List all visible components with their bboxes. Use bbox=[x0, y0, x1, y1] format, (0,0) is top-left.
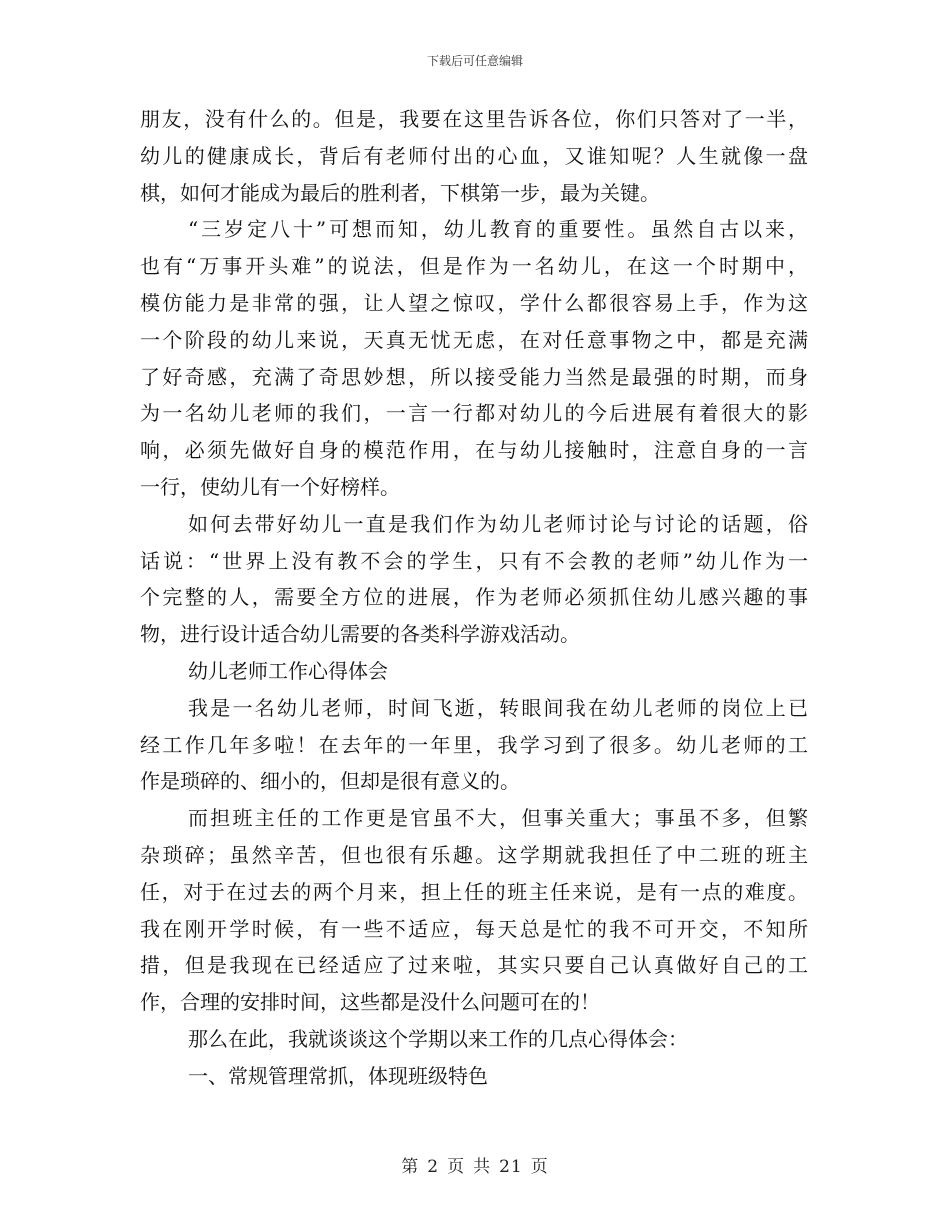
text-line: 物，进行设计适合幼儿需要的各类科学游戏活动。 bbox=[140, 622, 580, 647]
footer-total-word: 共 bbox=[473, 1157, 492, 1177]
text-line: 而担班主任的工作更是官虽不大，但事关重大；事虽不多，但繁 bbox=[188, 806, 808, 831]
footer-current-page: 2 bbox=[427, 1157, 440, 1177]
page-footer bbox=[0, 1152, 950, 1177]
text-line: 如何去带好幼儿一直是我们作为幼儿老师讨论与讨论的话题，俗 bbox=[188, 511, 808, 536]
footer-suffix: 页 bbox=[530, 1157, 549, 1177]
text-line: 也有“万事开头难”的说法，但是作为一名幼儿，在这一个时期中， bbox=[140, 254, 808, 279]
paragraph bbox=[140, 690, 808, 800]
text-line: 一行，使幼儿有一个好榜样。 bbox=[140, 474, 400, 499]
text-line: 我是一名幼儿老师，时间飞逝，转眼间我在幼儿老师的岗位上已 bbox=[188, 695, 808, 720]
footer-total-pages: 21 bbox=[499, 1157, 523, 1177]
text-line: 幼儿的健康成长，背后有老师付出的心血，又谁知呢？人生就像一盘 bbox=[140, 143, 808, 168]
paragraph bbox=[140, 211, 808, 505]
footer-prefix: 第 bbox=[401, 1157, 420, 1177]
text-line: 朋友，没有什么的。但是，我要在这里告诉各位，你们只答对了一半， bbox=[140, 107, 808, 131]
text-line: 作是琐碎的、细小的，但却是很有意义的。 bbox=[140, 769, 520, 794]
text-line: 措，但是我现在已经适应了过来啦，其实只要自己认真做好自己的工 bbox=[140, 953, 808, 978]
paragraph bbox=[140, 800, 808, 1021]
text-line: 经工作几年多啦！在去年的一年里，我学习到了很多。幼儿老师的工 bbox=[140, 732, 808, 757]
text-line: 个完整的人，需要全方位的进展，作为老师必须抓住幼儿感兴趣的事 bbox=[140, 585, 808, 610]
paragraph bbox=[140, 101, 808, 211]
text-line: 为一名幼儿老师的我们，一言一行都对幼儿的今后进展有着很大的影 bbox=[140, 401, 808, 426]
text-line: 一、常规管理常抓，体现班级特色 bbox=[188, 1063, 488, 1088]
text-line: 那么在此，我就谈谈这个学期以来工作的几点心得体会： bbox=[188, 1026, 688, 1051]
paragraph bbox=[140, 1021, 808, 1058]
text-line: 我在刚开学时候，有一些不适应，每天总是忙的我不可开交，不知所 bbox=[140, 916, 808, 941]
footer-page-word: 页 bbox=[447, 1157, 466, 1177]
text-line: 了好奇感，充满了奇思妙想，所以接受能力当然是最强的时期，而身 bbox=[140, 364, 808, 389]
text-line: 响，必须先做好自身的模范作用，在与幼儿接触时，注意自身的一言 bbox=[140, 438, 808, 463]
text-line: 任，对于在过去的两个月来，担上任的班主任来说，是有一点的难度。 bbox=[140, 879, 808, 904]
page-header: 下载后可任意编辑 bbox=[426, 54, 523, 68]
text-line: 幼儿老师工作心得体会 bbox=[188, 658, 388, 683]
paragraph bbox=[140, 506, 808, 653]
text-line: “三岁定八十”可想而知，幼儿教育的重要性。虽然自古以来， bbox=[188, 217, 808, 242]
text-line: 模仿能力是非常的强，让人望之惊叹，学什么都很容易上手，作为这 bbox=[140, 290, 808, 315]
paragraph bbox=[140, 1058, 808, 1095]
text-line: 话说：“世界上没有教不会的学生，只有不会教的老师”幼儿作为一 bbox=[140, 548, 808, 573]
text-line: 一个阶段的幼儿来说，天真无忧无虑，在对任意事物之中，都是充满 bbox=[140, 327, 808, 352]
text-line: 棋，如何才能成为最后的胜利者，下棋第一步，最为关键。 bbox=[140, 180, 660, 205]
text-line: 作，合理的安排时间，这些都是没什么问题可在的！ bbox=[140, 990, 600, 1015]
document-body bbox=[140, 101, 808, 1095]
paragraph bbox=[140, 653, 808, 690]
text-line: 杂琐碎；虽然辛苦，但也很有乐趣。这学期就我担任了中二班的班主 bbox=[140, 842, 808, 867]
